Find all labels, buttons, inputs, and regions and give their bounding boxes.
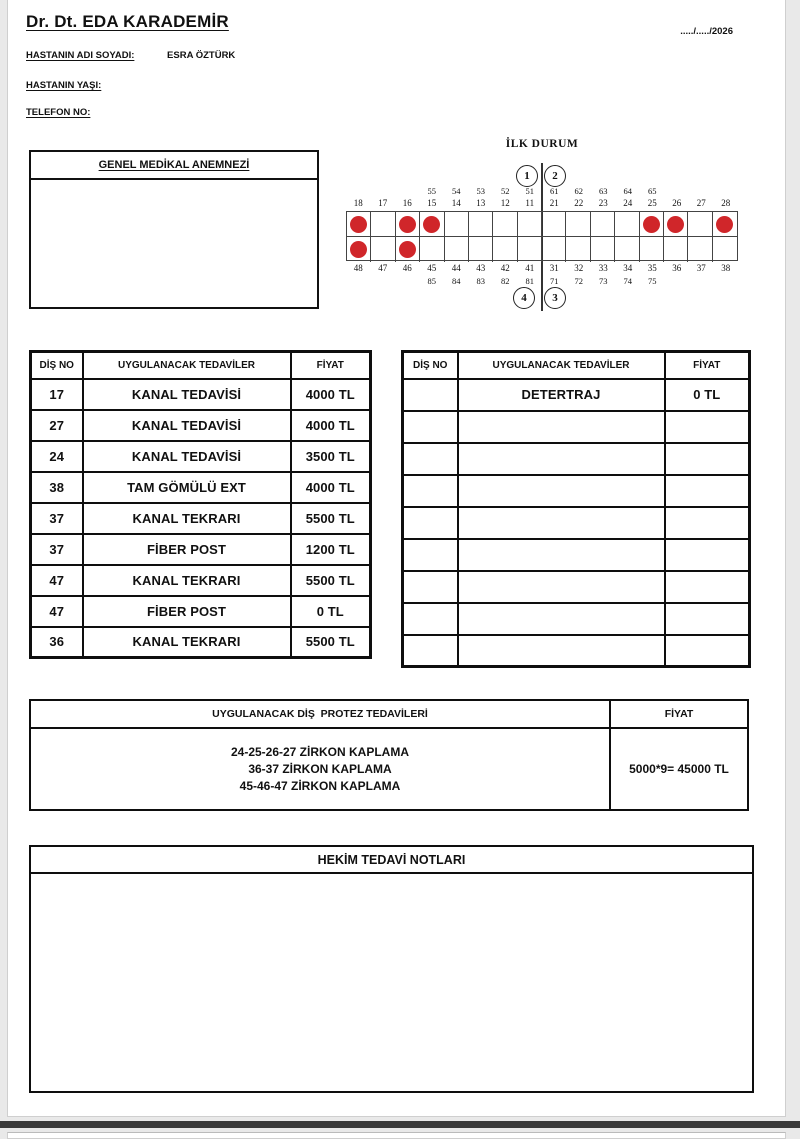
- table-row: [31, 503, 371, 534]
- patient-name-value: ESRA ÖZTÜRK: [167, 50, 236, 61]
- tooth-cell-18: [347, 212, 371, 237]
- tooth-number: 44: [451, 263, 461, 273]
- table-cell: [665, 411, 750, 443]
- tooth-cell-31: [542, 237, 566, 262]
- tooth-number: 31: [549, 263, 559, 273]
- tooth-cell-35: [640, 237, 664, 262]
- tooth-number: 37: [696, 263, 706, 273]
- table-cell: 47: [31, 596, 83, 627]
- tooth-cell-28: [713, 212, 737, 237]
- table-row: [31, 472, 371, 503]
- tooth-cell-22: [566, 212, 590, 237]
- table-cell: TAM GÖMÜLÜ EXT: [83, 472, 291, 503]
- tooth-number: 12: [500, 198, 510, 208]
- table-cell: 1200 TL: [291, 534, 371, 565]
- table-cell: 5500 TL: [291, 565, 371, 596]
- table-cell: 5500 TL: [291, 627, 371, 658]
- tooth-number: 43: [476, 263, 486, 273]
- tooth-number: 11: [525, 198, 535, 208]
- tooth-number: 74: [623, 276, 632, 286]
- table-cell: [458, 411, 665, 443]
- column-header: DİŞ NO: [31, 352, 83, 379]
- tooth-cell-26: [664, 212, 688, 237]
- table-row: [403, 603, 750, 635]
- prosthesis-price-header: FİYAT: [664, 708, 694, 720]
- table-row: [403, 475, 750, 507]
- tooth-cell-13: [469, 212, 493, 237]
- table-cell: [403, 475, 458, 507]
- column-header: FİYAT: [291, 352, 371, 379]
- quadrant-3-circle: 3: [544, 287, 566, 309]
- prosthesis-treatment-lines: [31, 729, 611, 809]
- tooth-number: 64: [623, 186, 632, 196]
- table-cell: 37: [31, 503, 83, 534]
- tooth-number: 14: [451, 198, 461, 208]
- tooth-cell-34: [615, 237, 639, 262]
- tooth-mark-16: [399, 216, 416, 233]
- tooth-number: 72: [574, 276, 583, 286]
- table-cell: [403, 539, 458, 571]
- tooth-number: 17: [378, 198, 388, 208]
- tooth-number: 51: [525, 186, 534, 196]
- tooth-cell-41: [518, 237, 542, 262]
- patient-age-row: [26, 80, 101, 91]
- tooth-mark-26: [667, 216, 684, 233]
- tooth-number: 82: [501, 276, 510, 286]
- document-page-2: [7, 1132, 786, 1139]
- prosthesis-treatment-header: UYGULANACAK DİŞ PROTEZ TEDAVİLERİ: [31, 701, 611, 727]
- table-cell: [403, 635, 458, 667]
- patient-phone-row: [26, 107, 90, 118]
- tooth-number: 63: [599, 186, 608, 196]
- upper-primary-numbers: [346, 186, 738, 198]
- tooth-number: 36: [672, 263, 682, 273]
- tooth-cell-15: [420, 212, 444, 237]
- tooth-mark-25: [643, 216, 660, 233]
- tooth-number: 42: [500, 263, 510, 273]
- table-cell: 0 TL: [665, 379, 750, 411]
- tooth-number: 32: [574, 263, 584, 273]
- tooth-number: 85: [427, 276, 436, 286]
- tooth-number: 81: [525, 276, 534, 286]
- doctor-notes-title: HEKİM TEDAVİ NOTLARI: [31, 847, 752, 874]
- table-cell: FİBER POST: [83, 596, 291, 627]
- table-row: [31, 627, 371, 658]
- doctor-notes-box: [29, 845, 754, 1093]
- tooth-number: 65: [648, 186, 657, 196]
- prosthesis-header-row: [31, 701, 747, 729]
- treatment-table-left: [29, 350, 372, 659]
- tooth-number: 48: [353, 263, 363, 273]
- table-row: [403, 379, 750, 411]
- tooth-mark-15: [423, 216, 440, 233]
- tooth-number: 22: [574, 198, 584, 208]
- tooth-number: 15: [427, 198, 437, 208]
- table-cell: [665, 603, 750, 635]
- tooth-cell-46: [396, 237, 420, 262]
- table-cell: [458, 507, 665, 539]
- tooth-number: 53: [476, 186, 485, 196]
- table-cell: [403, 411, 458, 443]
- tooth-mark-48: [350, 241, 367, 258]
- document-page-1: [7, 0, 786, 1117]
- tooth-cell-33: [591, 237, 615, 262]
- table-cell: 36: [31, 627, 83, 658]
- table-cell: [458, 443, 665, 475]
- table-cell: DETERTRAJ: [458, 379, 665, 411]
- tooth-cell-44: [445, 237, 469, 262]
- tooth-number: 27: [696, 198, 706, 208]
- table-cell: KANAL TEDAVİSİ: [83, 410, 291, 441]
- table-cell: [665, 507, 750, 539]
- tooth-cell-24: [615, 212, 639, 237]
- page-separator: [0, 1121, 800, 1128]
- patient-phone-label: TELEFON NO:: [26, 107, 91, 118]
- tooth-number: 55: [427, 186, 436, 196]
- tooth-number: 83: [476, 276, 485, 286]
- quadrant-4-circle: 4: [513, 287, 535, 309]
- date-field: ...../...../2026: [680, 26, 733, 37]
- tooth-number: 35: [647, 263, 657, 273]
- prosthesis-line: 45-46-47 ZİRKON KAPLAMA: [239, 778, 401, 793]
- table-cell: 47: [31, 565, 83, 596]
- table-cell: [665, 475, 750, 507]
- table-row: [403, 443, 750, 475]
- prosthesis-price-value: 5000*9= 45000 TL: [629, 762, 729, 776]
- tooth-cell-36: [664, 237, 688, 262]
- table-cell: KANAL TEDAVİSİ: [83, 379, 291, 410]
- tooth-cell-11: [518, 212, 542, 237]
- prosthesis-table: [29, 699, 749, 811]
- table-cell: KANAL TEDAVİSİ: [83, 441, 291, 472]
- table-cell: 17: [31, 379, 83, 410]
- tooth-number: 61: [550, 186, 559, 196]
- tooth-mark-28: [716, 216, 733, 233]
- column-header: DİŞ NO: [403, 352, 458, 379]
- table-row: [31, 441, 371, 472]
- tooth-cell-14: [445, 212, 469, 237]
- tooth-number: 28: [721, 198, 731, 208]
- upper-permanent-numbers: [346, 198, 738, 210]
- tooth-number: 13: [476, 198, 486, 208]
- table-cell: [665, 571, 750, 603]
- tooth-number: 73: [599, 276, 608, 286]
- table-cell: FİBER POST: [83, 534, 291, 565]
- tooth-number: 71: [550, 276, 559, 286]
- table-row: [31, 565, 371, 596]
- tooth-number: 46: [402, 263, 412, 273]
- tooth-number: 16: [402, 198, 412, 208]
- tooth-cell-21: [542, 212, 566, 237]
- tooth-cell-45: [420, 237, 444, 262]
- table-row: [403, 635, 750, 667]
- table-row: [31, 596, 371, 627]
- table-cell: 4000 TL: [291, 410, 371, 441]
- table-cell: [403, 507, 458, 539]
- tooth-cell-12: [493, 212, 517, 237]
- medical-anamnesis-box: [29, 150, 319, 309]
- quadrant-1-circle: 1: [516, 165, 538, 187]
- table-cell: [665, 539, 750, 571]
- tooth-cell-25: [640, 212, 664, 237]
- tooth-number: 84: [452, 276, 461, 286]
- tooth-cell-42: [493, 237, 517, 262]
- tooth-cell-38: [713, 237, 737, 262]
- table-cell: 5500 TL: [291, 503, 371, 534]
- tooth-number: 18: [353, 198, 363, 208]
- table-row: [403, 539, 750, 571]
- table-row: [31, 410, 371, 441]
- table-cell: [458, 539, 665, 571]
- table-row: [403, 507, 750, 539]
- prosthesis-line: 24-25-26-27 ZİRKON KAPLAMA: [230, 744, 410, 759]
- prosthesis-line: 36-37 ZİRKON KAPLAMA: [248, 761, 392, 776]
- tooth-cell-47: [371, 237, 395, 262]
- table-header-row: [31, 352, 371, 379]
- table-cell: [665, 635, 750, 667]
- table-cell: [458, 571, 665, 603]
- column-header: UYGULANACAK TEDAVİLER: [458, 352, 665, 379]
- tooth-number: 25: [647, 198, 657, 208]
- lower-permanent-numbers: [346, 263, 738, 275]
- column-header: UYGULANACAK TEDAVİLER: [83, 352, 291, 379]
- column-header: FİYAT: [665, 352, 750, 379]
- dental-chart-title: İLK DURUM: [505, 138, 579, 150]
- tooth-number: 54: [452, 186, 461, 196]
- tooth-number: 75: [648, 276, 657, 286]
- table-cell: [665, 443, 750, 475]
- table-cell: 24: [31, 441, 83, 472]
- table-cell: KANAL TEKRARI: [83, 565, 291, 596]
- tooth-number: 38: [721, 263, 731, 273]
- tooth-mark-46: [399, 241, 416, 258]
- treatment-table-right: [401, 350, 751, 668]
- table-cell: [458, 603, 665, 635]
- table-cell: [403, 603, 458, 635]
- table-row: [31, 379, 371, 410]
- tooth-cell-48: [347, 237, 371, 262]
- tooth-number: 26: [672, 198, 682, 208]
- tooth-number: 47: [378, 263, 388, 273]
- tooth-number: 41: [525, 263, 535, 273]
- table-cell: 0 TL: [291, 596, 371, 627]
- tooth-number: 24: [623, 198, 633, 208]
- patient-age-label: HASTANIN YAŞI:: [26, 80, 102, 91]
- table-cell: 37: [31, 534, 83, 565]
- tooth-cell-17: [371, 212, 395, 237]
- table-cell: [458, 475, 665, 507]
- tooth-number: 45: [427, 263, 437, 273]
- tooth-number: 33: [598, 263, 608, 273]
- table-cell: [403, 571, 458, 603]
- dental-chart: [346, 138, 738, 318]
- table-cell: [403, 443, 458, 475]
- table-row: [31, 534, 371, 565]
- quadrant-2-circle: 2: [544, 165, 566, 187]
- table-row: [403, 571, 750, 603]
- tooth-number: 21: [549, 198, 559, 208]
- medical-anamnesis-title: GENEL MEDİKAL ANEMNEZİ: [31, 152, 317, 180]
- tooth-grid: [346, 211, 738, 261]
- table-cell: 4000 TL: [291, 472, 371, 503]
- table-cell: KANAL TEKRARI: [83, 627, 291, 658]
- tooth-cell-32: [566, 237, 590, 262]
- tooth-cell-27: [688, 212, 712, 237]
- tooth-number: 23: [598, 198, 608, 208]
- table-cell: 3500 TL: [291, 441, 371, 472]
- table-cell: 38: [31, 472, 83, 503]
- tooth-number: 34: [623, 263, 633, 273]
- doctor-name-title: Dr. Dt. EDA KARADEMİR: [26, 12, 229, 31]
- tooth-number: 52: [501, 186, 510, 196]
- prosthesis-body-row: [31, 729, 747, 809]
- tooth-number: 62: [574, 186, 583, 196]
- table-cell: 4000 TL: [291, 379, 371, 410]
- tooth-cell-23: [591, 212, 615, 237]
- table-header-row: [403, 352, 750, 379]
- table-row: [403, 411, 750, 443]
- patient-name-row: [26, 50, 235, 61]
- table-cell: 27: [31, 410, 83, 441]
- tooth-cell-37: [688, 237, 712, 262]
- table-cell: [458, 635, 665, 667]
- tooth-mark-18: [350, 216, 367, 233]
- patient-name-label: HASTANIN ADI SOYADI:: [26, 50, 135, 61]
- table-cell: [403, 379, 458, 411]
- lower-primary-numbers: [346, 276, 738, 288]
- tooth-cell-43: [469, 237, 493, 262]
- table-cell: KANAL TEKRARI: [83, 503, 291, 534]
- tooth-cell-16: [396, 212, 420, 237]
